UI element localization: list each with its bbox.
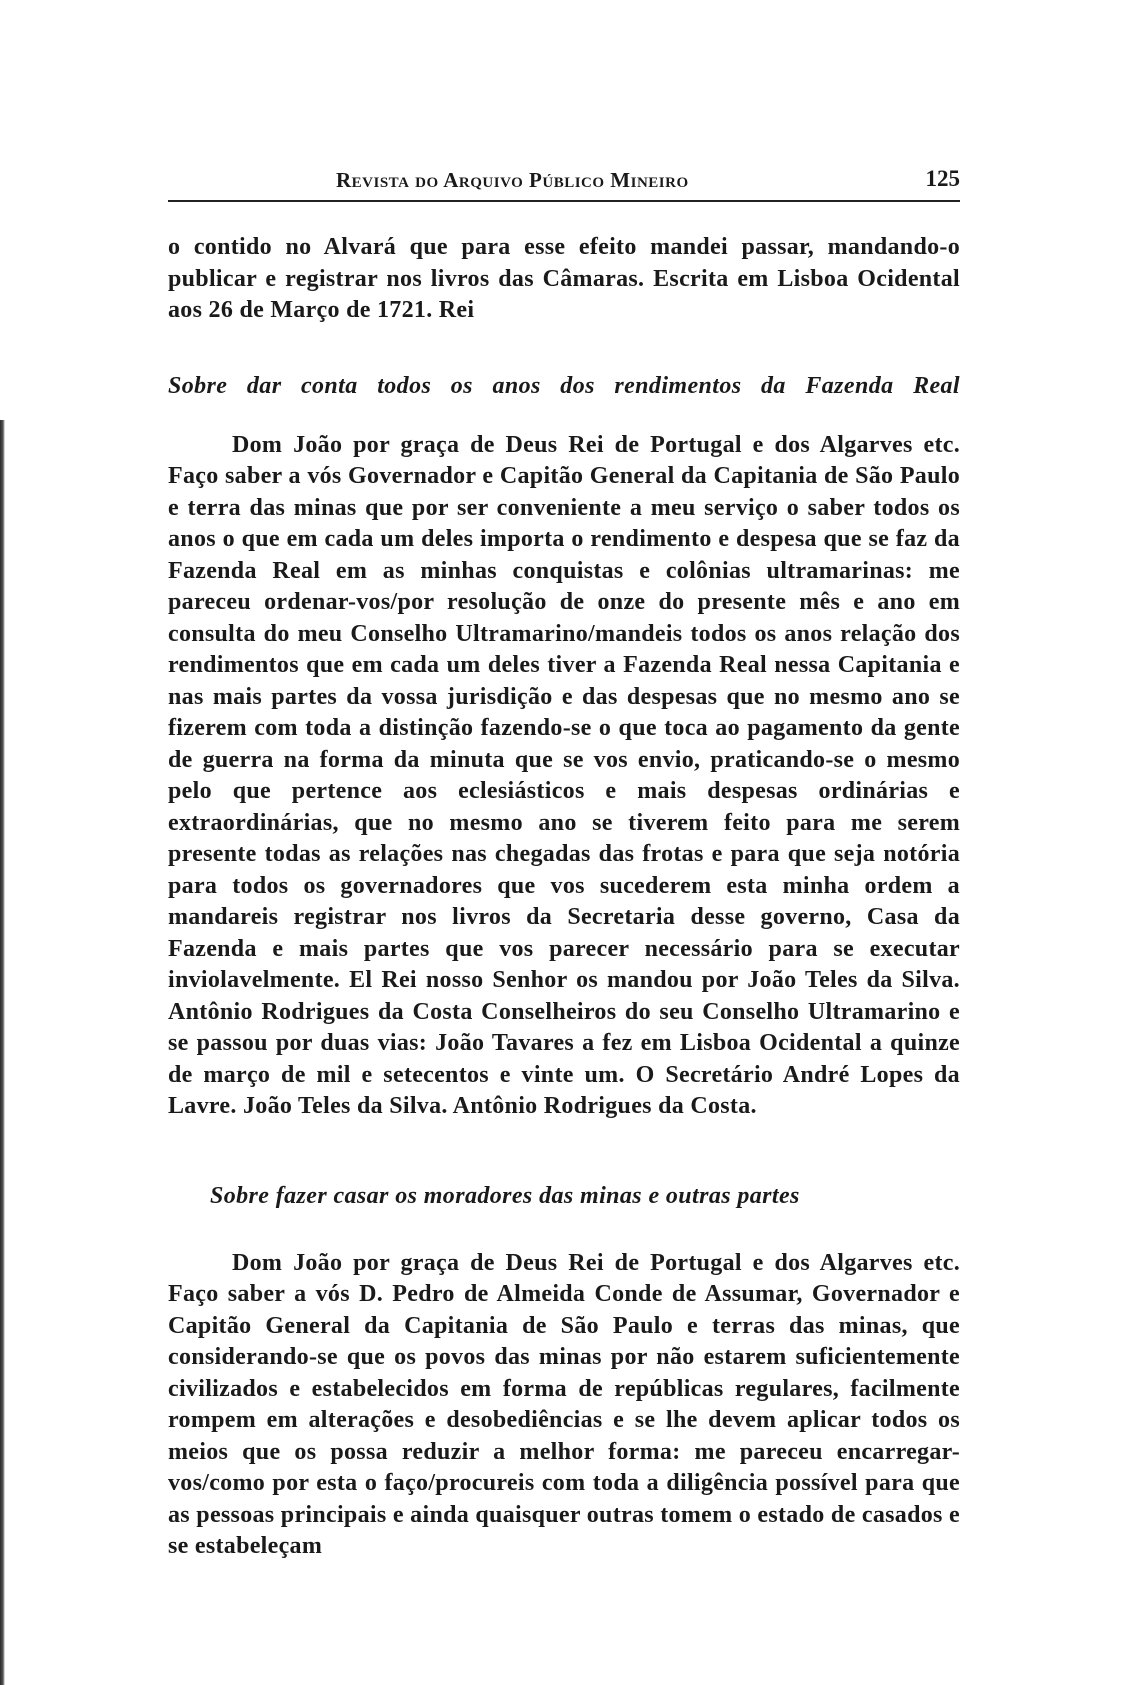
section-heading-casar: Sobre fazer casar os moradores das minas e outras partes bbox=[210, 1182, 800, 1209]
section-paragraph-rendimentos: Dom João por graça de Deus Rei de Portugal e dos Algarves etc. Faço saber a vós Governador e Capitão General da Capitania de São Paulo e terra das minas que por ser conveniente a meu serviço o saber todos os anos o que em cada um deles importa o rendimento e despesa que se faz da Fazenda Real em as minhas conquistas e colônias ultramarinas: me pareceu ordenar-vos/por resolução de onze do presente mês e ano em consulta do meu Conselho Ultramarino/mandeis todos os anos relação dos rendimentos que em cada um deles tiver a Fazenda Real nessa Capitania e nas mais partes da vossa jurisdição e das despesas que no mesmo ano se fizerem com toda a distinção fazendo-se o que toca ao pagamento da gente de guerra na forma da minuta que se vos envio, praticando-se o mesmo pelo que pertence aos eclesiásticos e mais despesas ordinárias e extraordinárias, que no mesmo ano se tiverem feito para me serem presente todas as relações nas chegadas das frotas e para que seja notória para todos os governadores que vos sucederem esta minha ordem a mandareis registrar nos livros da Secretaria desse governo, Casa da Fazenda e mais partes que vos parecer necessário para se executar inviolavelmente. El Rei nosso Senhor os mandou por João Teles da Silva. Antônio Rodrigues da Costa Conselheiros do seu Conselho Ultramarino e se passou por duas vias: João Tavares a fez em Lisboa Ocidental a quinze de março de mil e setecentos e vinte um. O Secretário André Lopes da Lavre. João Teles da Silva. Antônio Rodrigues da Costa. bbox=[168, 431, 960, 1119]
running-title: Revista do Arquivo Público Mineiro bbox=[336, 168, 689, 192]
page-binding-edge bbox=[0, 420, 5, 1685]
section-paragraph-casar: Dom João por graça de Deus Rei de Portugal e dos Algarves etc. Faço saber a vós D. Pedro de Almeida Conde de Assumar, Governador e Capitão General da Capitania de São Paulo e terras das minas, que considerando-se que os povos das minas por não estarem suficientemente civilizados e estabelecidos em forma de repúblicas regulares, facilmente rompem em alterações e desobediências e se lhe devem aplicar todos os meios que os possa reduzir a melhor forma: me pareceu encarregar-vos/como por esta o faço/procureis com toda a diligência possível para que as pessoas principais e ainda quaisquer outras tomem o estado de casados e se estabeleçam bbox=[168, 1249, 960, 1559]
book-page bbox=[168, 160, 960, 1563]
running-header bbox=[168, 160, 960, 202]
page-number: 125 bbox=[925, 166, 960, 191]
section-heading-rendimentos: Sobre dar conta todos os anos dos rendimentos da Fazenda Real bbox=[168, 372, 960, 399]
opening-paragraph: o contido no Alvará que para esse efeito mandei passar, mandando-o publicar e registrar nos livros das Câmaras. Escrita em Lisboa Ocidental aos 26 de Março de 1721. Rei bbox=[168, 234, 960, 323]
